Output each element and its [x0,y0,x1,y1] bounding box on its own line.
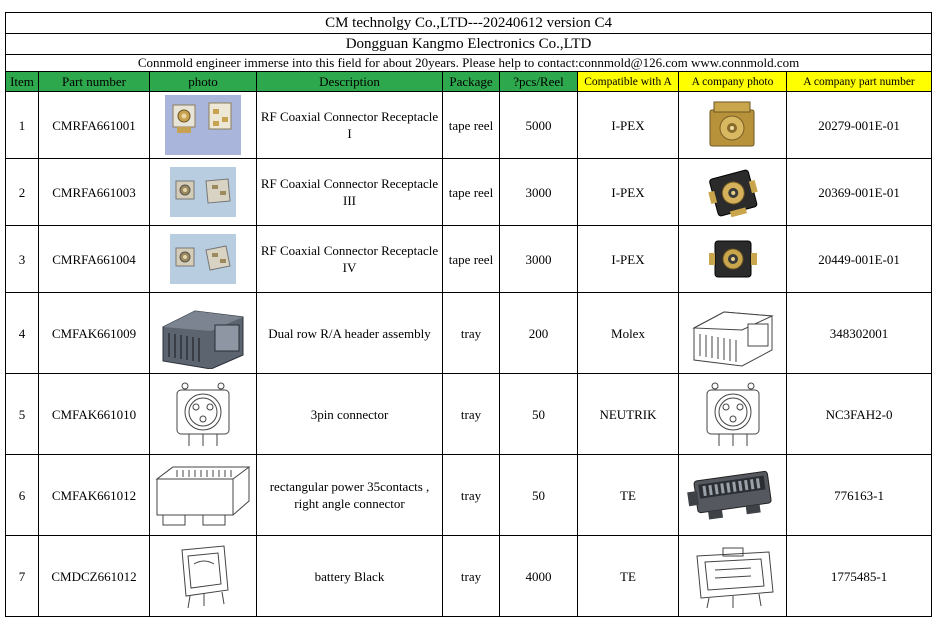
compatible: I-PEX [578,92,679,159]
ipex-black-connector-photo [679,226,787,293]
product-sheet [5,12,931,617]
table-row [6,159,932,226]
column-header-row [6,72,932,92]
quantity: 3000 [500,226,578,293]
company-line: CM technolgy Co.,LTD---20240612 version C4 [6,13,932,34]
package: tape reel [443,226,500,293]
table-row [6,226,932,293]
package: tape reel [443,92,500,159]
col-compatible: Compatible with A [578,72,679,92]
quantity: 50 [500,455,578,536]
table-row [6,374,932,455]
table-row [6,455,932,536]
compatible: TE [578,536,679,617]
col-description: Description [257,72,443,92]
package: tray [443,293,500,374]
battery-holder-drawing [679,536,787,617]
item-number: 1 [6,92,39,159]
col-part-number: Part number [39,72,150,92]
package: tray [443,374,500,455]
contact-note: Connmold engineer immerse into this field for about 20years. Please help to contact:connmold@126.com www.connmold.com [6,55,932,72]
part-number: CMFAK661010 [39,374,150,455]
part-number: CMDCZ661012 [39,536,150,617]
col-a-part: A company part number [787,72,932,92]
item-number: 5 [6,374,39,455]
product-table [5,12,932,617]
col-a-photo: A company photo [679,72,787,92]
compatible: I-PEX [578,159,679,226]
quantity: 50 [500,374,578,455]
quantity: 5000 [500,92,578,159]
company-name: Dongguan Kangmo Electronics Co.,LTD [6,34,932,55]
col-item: Item [6,72,39,92]
item-number: 7 [6,536,39,617]
item-number: 3 [6,226,39,293]
ipex-black-connector-photo [679,159,787,226]
description: RF Coaxial Connector Receptacle I [257,92,443,159]
item-number: 6 [6,455,39,536]
compatible: Molex [578,293,679,374]
a-part-number: 20369-001E-01 [787,159,932,226]
ipex-gold-connector-photo [679,92,787,159]
description: rectangular power 35contacts , right angle connector [257,455,443,536]
description: 3pin connector [257,374,443,455]
part-number: CMRFA661003 [39,159,150,226]
description: battery Black [257,536,443,617]
compatible: I-PEX [578,226,679,293]
a-part-number: 1775485-1 [787,536,932,617]
col-photo: photo [150,72,257,92]
part-number: CMFAK661009 [39,293,150,374]
compatible: NEUTRIK [578,374,679,455]
package: tray [443,455,500,536]
description: Dual row R/A header assembly [257,293,443,374]
power-connector-photo [679,455,787,536]
rf-coaxial-receptacle-photo [150,226,257,293]
a-part-number: 348302001 [787,293,932,374]
3pin-connector-drawing [679,374,787,455]
battery-holder-drawing [150,536,257,617]
item-number: 2 [6,159,39,226]
package: tray [443,536,500,617]
quantity: 200 [500,293,578,374]
quantity: 4000 [500,536,578,617]
item-number: 4 [6,293,39,374]
a-part-number: 776163-1 [787,455,932,536]
table-row [6,536,932,617]
a-part-number: 20449-001E-01 [787,226,932,293]
a-part-number: 20279-001E-01 [787,92,932,159]
table-row [6,92,932,159]
description: RF Coaxial Connector Receptacle III [257,159,443,226]
col-pcs-reel: ?pcs/Reel [500,72,578,92]
rf-coaxial-receptacle-photo [150,92,257,159]
rf-coaxial-receptacle-photo [150,159,257,226]
package: tape reel [443,159,500,226]
3pin-connector-drawing [150,374,257,455]
compatible: TE [578,455,679,536]
header-assembly-photo [150,293,257,374]
description: RF Coaxial Connector Receptacle IV [257,226,443,293]
table-row [6,293,932,374]
quantity: 3000 [500,159,578,226]
header-assembly-drawing [679,293,787,374]
part-number: CMRFA661004 [39,226,150,293]
part-number: CMFAK661012 [39,455,150,536]
part-number: CMRFA661001 [39,92,150,159]
col-package: Package [443,72,500,92]
power-connector-drawing [150,455,257,536]
a-part-number: NC3FAH2-0 [787,374,932,455]
